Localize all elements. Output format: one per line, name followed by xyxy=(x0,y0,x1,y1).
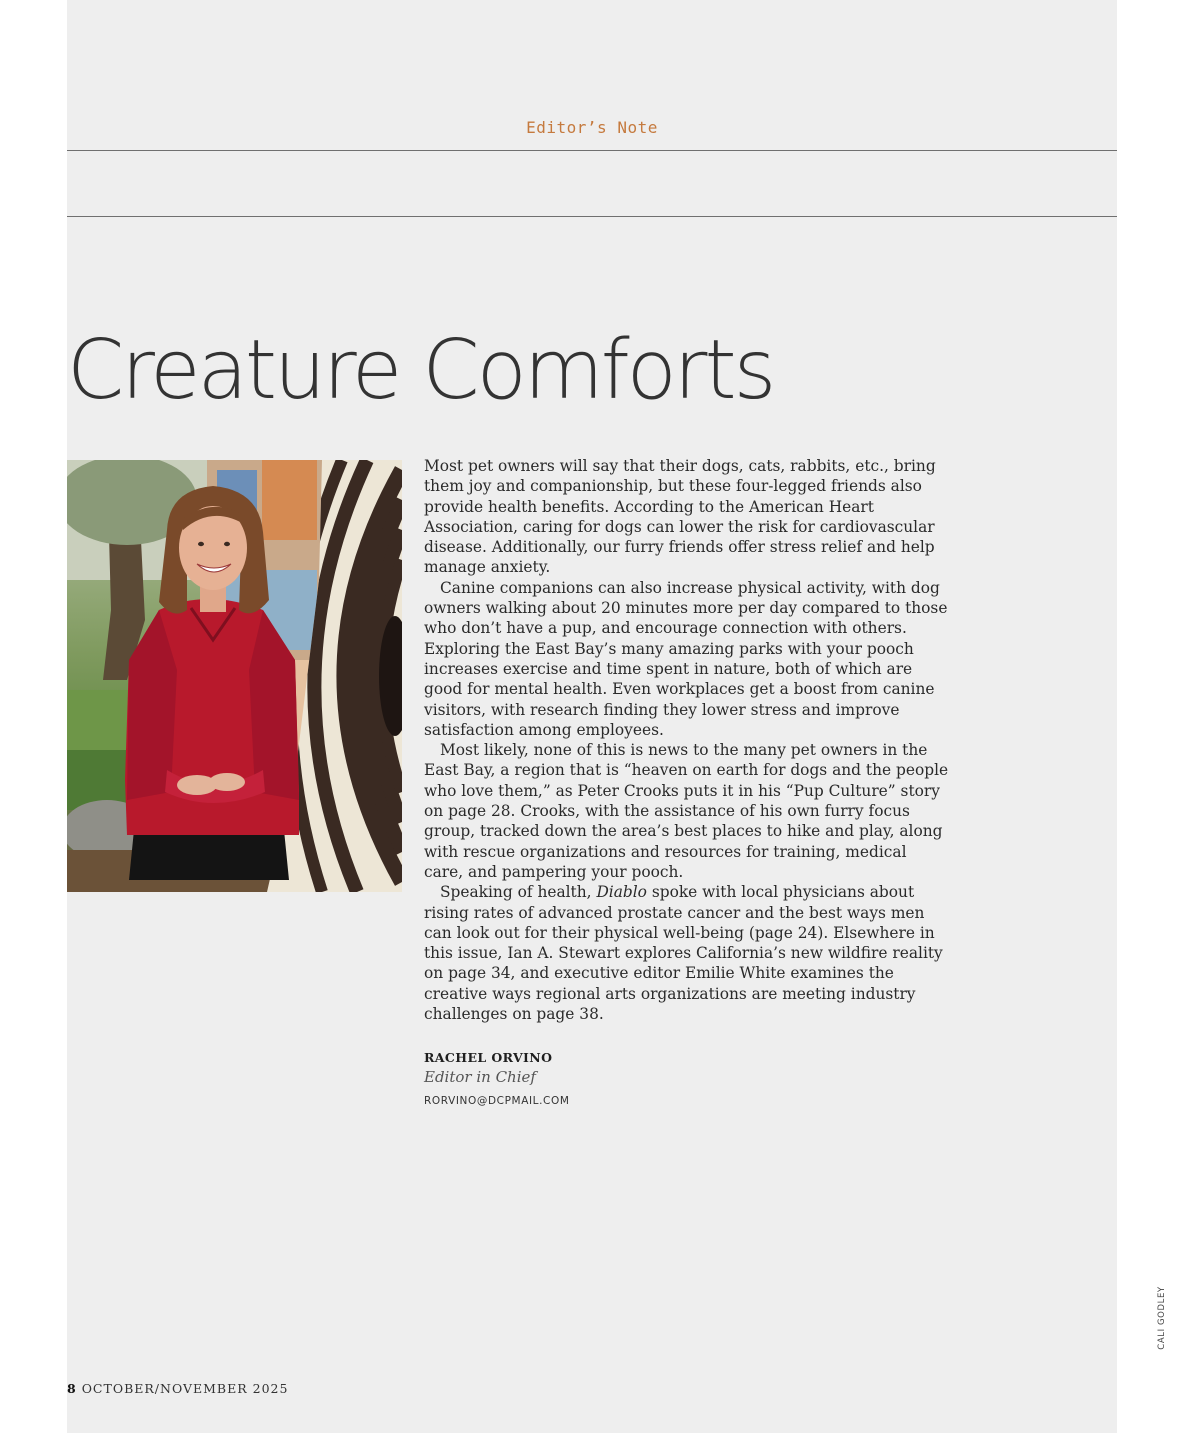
article-paragraph-3: Most likely, none of this is news to the many pet owners in the East Bay, a region that is “heaven on earth for dogs and the people who love them,” as Peter Crooks puts it in his “Pup Culture” story on page 28. Crooks, with the assistance of his own furry focus group, tracked down the area’s best places to hike and play, along with rescue organizations and resources for training, medical care, and pampering your pooch. xyxy=(424,741,949,881)
paragraph-4-lead: Speaking of health, xyxy=(440,883,597,902)
top-rule xyxy=(67,150,1117,151)
article-paragraph-4 xyxy=(424,882,949,1024)
editor-title: Editor in Chief xyxy=(424,1068,536,1086)
article-body xyxy=(424,456,949,1024)
article-paragraph-1: Most pet owners will say that their dogs, cats, rabbits, etc., bring them joy and companionship, but these four-legged friends also provide health benefits. According to the American Heart Association, caring for dogs can lower the risk for cardiovascular disease. Additionally, our furry friends offer stress relief and help manage anxiety. xyxy=(424,457,936,577)
photo-credit: CALI GODLEY xyxy=(1157,1286,1167,1350)
bottom-rule xyxy=(67,216,1117,217)
editor-portrait-photo xyxy=(67,460,402,892)
issue-date: OCTOBER/NOVEMBER 2025 xyxy=(81,1381,289,1396)
editor-signature xyxy=(424,1050,570,1107)
paragraph-4-rest: spoke with local physicians about rising rates of advanced prostate cancer and the best ways men can look out for their physical well-being (page 24). Elsewhere in this issue, Ian A. Stewart explores California’s new wildfire reality on page 34, and executive editor Emilie White examines the creative ways regional arts organizations are meeting industry challenges on page 38. xyxy=(424,883,943,1024)
editor-name: RACHEL ORVINO xyxy=(424,1050,553,1065)
magazine-name: Diablo xyxy=(596,883,647,902)
page-number: 8 xyxy=(67,1381,77,1396)
article-paragraph-2: Canine companions can also increase physical activity, with dog owners walking about 20 minutes more per day compared to those who don’t have a pup, and encourage connection with others. Exploring the East Bay’s many amazing parks with your pooch increases exercise and time spent in nature, both of which are good for mental health. Even workplaces get a boost from canine visitors, with research finding they lower stress and improve satisfaction among employees. xyxy=(424,578,948,739)
magazine-page xyxy=(67,0,1117,1433)
section-label: Editor’s Note xyxy=(526,118,658,137)
editor-email: RORVINO@DCPMAIL.COM xyxy=(424,1095,570,1107)
headline: Creature Comforts xyxy=(67,323,774,418)
page-folio xyxy=(67,1381,288,1396)
